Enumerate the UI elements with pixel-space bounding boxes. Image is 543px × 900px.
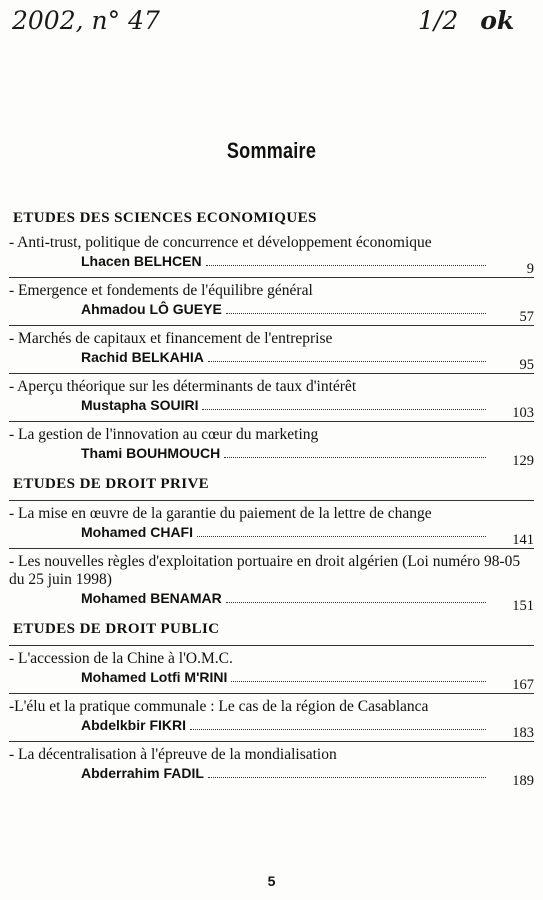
- entry-author-line: [9, 764, 534, 789]
- entry-title: - La décentralisation à l'épreuve de la mondialisation: [9, 746, 337, 763]
- entry-page: 129: [512, 453, 534, 469]
- entry-page: 167: [512, 677, 534, 693]
- dot-leader: [208, 361, 486, 362]
- handwritten-fraction: 1/2: [418, 6, 459, 35]
- entry-author-line: [9, 716, 534, 741]
- toc-entry: [9, 373, 534, 421]
- entry-page: 95: [519, 357, 534, 373]
- dot-leader: [206, 265, 486, 266]
- entry-author: Rachid BELKAHIA: [81, 349, 204, 365]
- entry-title: -L'élu et la pratique communale : Le cas de la région de Casablanca: [9, 698, 429, 715]
- table-of-contents: [9, 210, 534, 796]
- handwritten-note-left: 2002, n° 47: [12, 6, 160, 35]
- toc-entry: [9, 421, 534, 469]
- dot-leader: [190, 729, 486, 730]
- dot-leader: [224, 457, 486, 458]
- toc-entry: [9, 500, 534, 548]
- entry-page: 183: [512, 725, 534, 741]
- dot-leader: [231, 681, 486, 682]
- toc-entry: [9, 741, 534, 789]
- dot-leader: [197, 536, 486, 537]
- entry-title: - Anti-trust, politique de concurrence et développement économique: [9, 234, 432, 251]
- dot-leader: [226, 602, 486, 603]
- entry-page: 189: [512, 773, 534, 789]
- section-public-law: [9, 621, 534, 789]
- entry-title: - La mise en œuvre de la garantie du paiement de la lettre de change: [9, 505, 432, 522]
- entry-author-line: [9, 589, 534, 614]
- section-heading: ETUDES DES SCIENCES ECONOMIQUES: [13, 210, 317, 226]
- entry-page: 141: [512, 532, 534, 548]
- entry-page: 57: [519, 309, 534, 325]
- section-heading: ETUDES DE DROIT PRIVE: [13, 476, 210, 492]
- entry-author-line: [9, 252, 534, 277]
- section-private-law: [9, 476, 534, 614]
- toc-entry: [9, 325, 534, 373]
- entry-author: Lhacen BELHCEN: [81, 253, 202, 269]
- entry-author-line: [9, 523, 534, 548]
- entry-page: 9: [526, 261, 534, 277]
- dot-leader: [202, 409, 486, 410]
- toc-entry: [9, 234, 534, 277]
- handwritten-note-right: [418, 6, 514, 35]
- entry-author: Mohamed BENAMAR: [81, 590, 222, 606]
- entry-author-line: [9, 396, 534, 421]
- toc-entry: [9, 277, 534, 325]
- toc-entry: [9, 548, 534, 614]
- entry-page: 151: [512, 598, 534, 614]
- handwritten-ok-mark: ok: [480, 6, 515, 35]
- entry-author: Abdelkbir FIKRI: [81, 717, 187, 733]
- entry-author-line: [9, 300, 534, 325]
- entry-title: - L'accession de la Chine à l'O.M.C.: [9, 650, 233, 667]
- toc-entry: [9, 693, 534, 741]
- entry-title: - La gestion de l'innovation au cœur du marketing: [9, 426, 319, 443]
- entry-title: - Les nouvelles règles d'exploitation portuaire en droit algérien (Loi numéro 98-05 du 25 juin 1998): [9, 553, 521, 588]
- entry-author: Abderrahim FADIL: [81, 765, 204, 781]
- section-economic-sciences: [9, 210, 534, 469]
- toc-entry: [9, 645, 534, 693]
- page-number: 5: [267, 873, 276, 889]
- entry-author: Ahmadou LÔ GUEYE: [81, 301, 222, 317]
- entry-author-line: [9, 348, 534, 373]
- entry-author-line: [9, 668, 534, 693]
- entry-author: Mohamed Lotfi M'RINI: [81, 669, 228, 685]
- page-title: Sommaire: [226, 138, 317, 163]
- dot-leader: [226, 313, 486, 314]
- dot-leader: [208, 777, 486, 778]
- entry-author: Mustapha SOUIRI: [81, 397, 199, 413]
- entry-title: - Aperçu théorique sur les déterminants de taux d'intérêt: [9, 378, 357, 395]
- entry-author: Thami BOUHMOUCH: [81, 445, 221, 461]
- entry-author: Mohamed CHAFI: [81, 524, 193, 540]
- entry-author-line: [9, 444, 534, 469]
- entry-page: 103: [512, 405, 534, 421]
- entry-title: - Emergence et fondements de l'équilibre général: [9, 282, 313, 299]
- entry-title: - Marchés de capitaux et financement de l'entreprise: [9, 330, 333, 347]
- section-heading: ETUDES DE DROIT PUBLIC: [13, 621, 220, 637]
